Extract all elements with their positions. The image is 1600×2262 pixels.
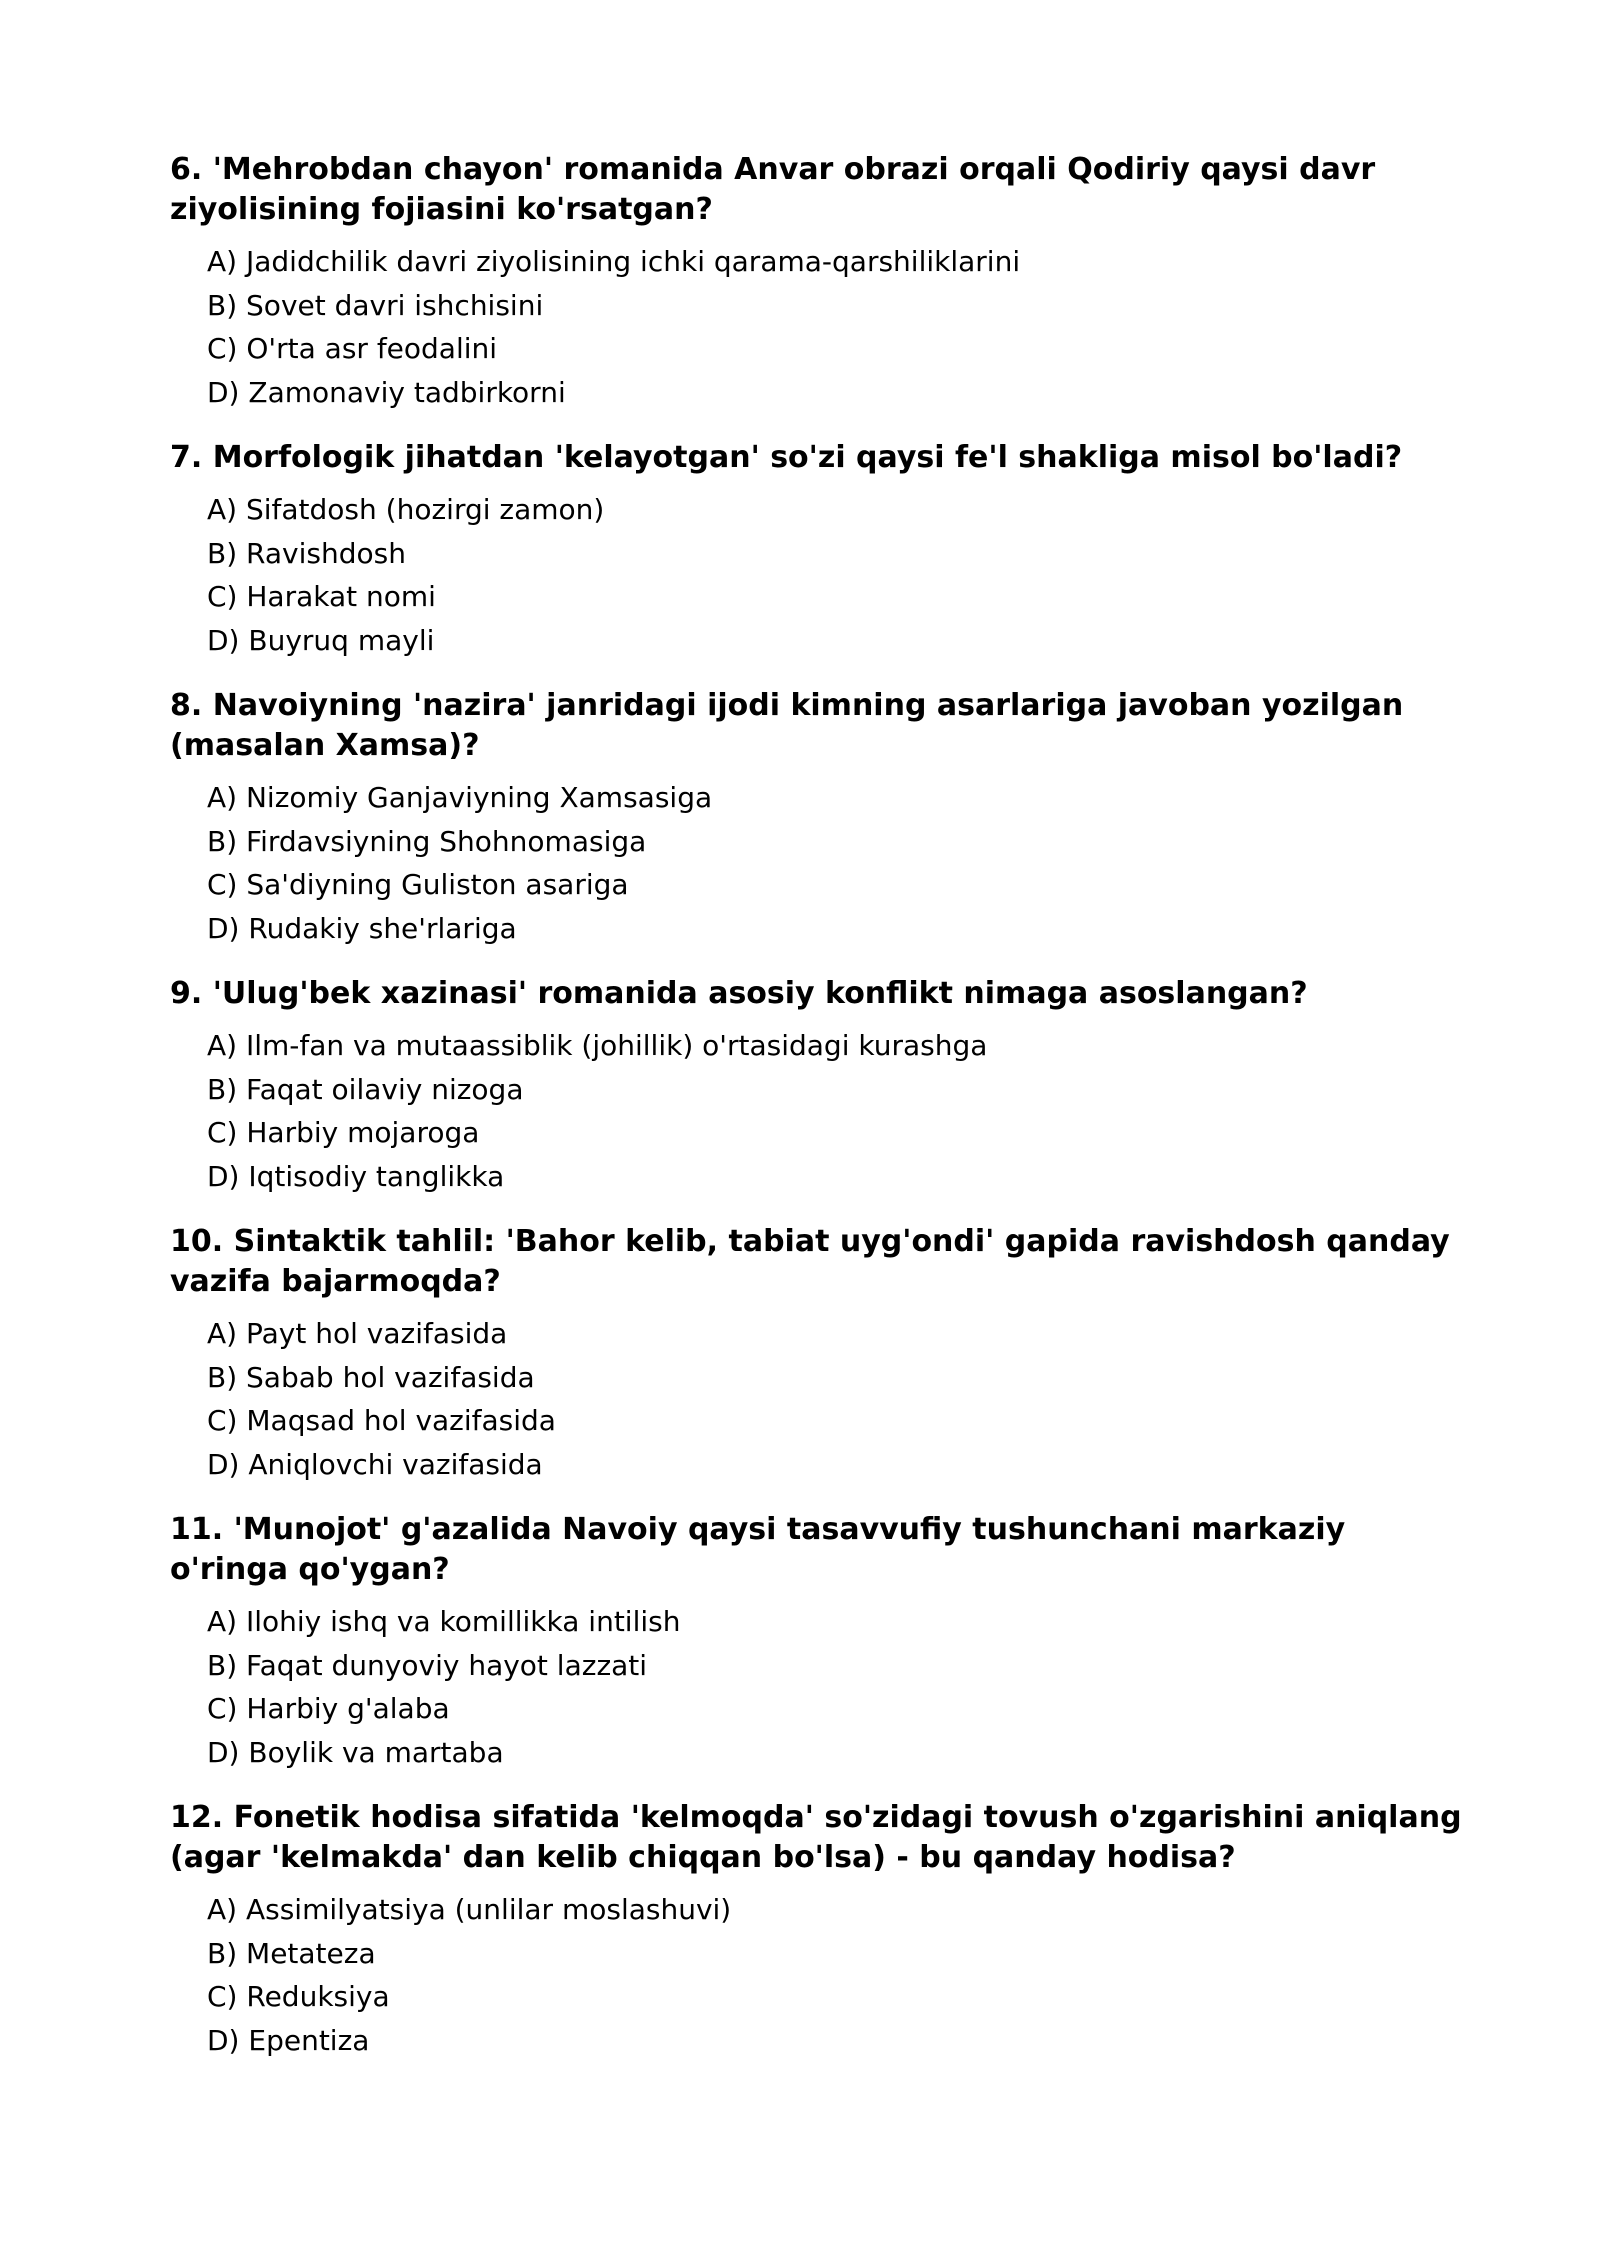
option-d: D) Aniqlovchi vazifasida xyxy=(207,1447,543,1481)
option-b: B) Sovet davri ishchisini xyxy=(207,288,544,322)
answer-options xyxy=(170,488,1470,662)
answer-options xyxy=(170,1024,1470,1198)
option-b: B) Faqat dunyoviy hayot lazzati xyxy=(207,1648,648,1682)
option-b: B) Ravishdosh xyxy=(207,536,406,570)
option-d: D) Boylik va martaba xyxy=(207,1735,504,1769)
question-6 xyxy=(170,150,1470,414)
answer-options xyxy=(170,776,1470,950)
question-text: 8. Navoiyning 'nazira' janridagi ijodi kimning asarlariga javoban yozilgan (masalan Xamsa)? xyxy=(170,688,1404,763)
document-page xyxy=(170,150,1470,2086)
option-b: B) Metateza xyxy=(207,1936,376,1970)
option-d: D) Iqtisodiy tanglikka xyxy=(207,1159,505,1193)
answer-options xyxy=(170,1312,1470,1486)
question-text: 9. 'Ulug'bek xazinasi' romanida asosiy konflikt nimaga asoslangan? xyxy=(170,976,1308,1011)
question-11 xyxy=(170,1510,1470,1774)
option-c: C) O'rta asr feodalini xyxy=(207,332,498,365)
option-a: A) Assimilyatsiya (unlilar moslashuvi) xyxy=(207,1893,732,1926)
option-b: B) Faqat oilaviy nizoga xyxy=(207,1072,524,1106)
question-text: 7. Morfologik jihatdan 'kelayotgan' so'zi qaysi fe'l shakliga misol bo'ladi? xyxy=(170,440,1403,475)
question-text: 10. Sintaktik tahlil: 'Bahor kelib, tabiat uyg'ondi' gapida ravishdosh qanday vazifa bajarmoqda? xyxy=(170,1224,1450,1299)
option-b: B) Firdavsiyning Shohnomasiga xyxy=(207,824,647,858)
option-c: C) Harbiy mojaroga xyxy=(207,1116,480,1149)
option-a: A) Sifatdosh (hozirgi zamon) xyxy=(207,493,605,526)
option-a: A) Jadidchilik davri ziyolisining ichki qarama-qarshiliklarini xyxy=(207,245,1021,278)
option-a: A) Ilohiy ishq va komillikka intilish xyxy=(207,1605,681,1638)
answer-options xyxy=(170,1888,1470,2062)
option-a: A) Ilm-fan va mutaassiblik (johillik) o'rtasidagi kurashga xyxy=(207,1029,988,1062)
question-9 xyxy=(170,974,1470,1198)
option-d: D) Rudakiy she'rlariga xyxy=(207,911,517,945)
answer-options xyxy=(170,240,1470,414)
option-d: D) Epentiza xyxy=(207,2023,370,2057)
question-text: 12. Fonetik hodisa sifatida 'kelmoqda' so'zidagi tovush o'zgarishini aniqlang (agar 'kelmakda' dan kelib chiqqan bo'lsa) - bu qanday hodisa? xyxy=(170,1800,1462,1875)
option-a: A) Nizomiy Ganjaviyning Xamsasiga xyxy=(207,781,713,814)
option-c: C) Harbiy g'alaba xyxy=(207,1692,450,1725)
answer-options xyxy=(170,1600,1470,1774)
option-d: D) Zamonaviy tadbirkorni xyxy=(207,375,566,409)
option-d: D) Buyruq mayli xyxy=(207,623,435,657)
option-c: C) Harakat nomi xyxy=(207,580,436,613)
option-a: A) Payt hol vazifasida xyxy=(207,1317,508,1350)
question-text: 11. 'Munojot' g'azalida Navoiy qaysi tasavvufiy tushunchani markaziy o'ringa qo'ygan? xyxy=(170,1512,1346,1587)
option-c: C) Sa'diyning Guliston asariga xyxy=(207,868,629,901)
question-text: 6. 'Mehrobdan chayon' romanida Anvar obrazi orqali Qodiriy qaysi davr ziyolisining fojiasini ko'rsatgan? xyxy=(170,152,1376,227)
option-c: C) Maqsad hol vazifasida xyxy=(207,1404,556,1437)
question-8 xyxy=(170,686,1470,950)
option-b: B) Sabab hol vazifasida xyxy=(207,1360,535,1394)
option-c: C) Reduksiya xyxy=(207,1980,390,2013)
question-10 xyxy=(170,1222,1470,1486)
question-7 xyxy=(170,438,1470,662)
question-12 xyxy=(170,1798,1470,2062)
